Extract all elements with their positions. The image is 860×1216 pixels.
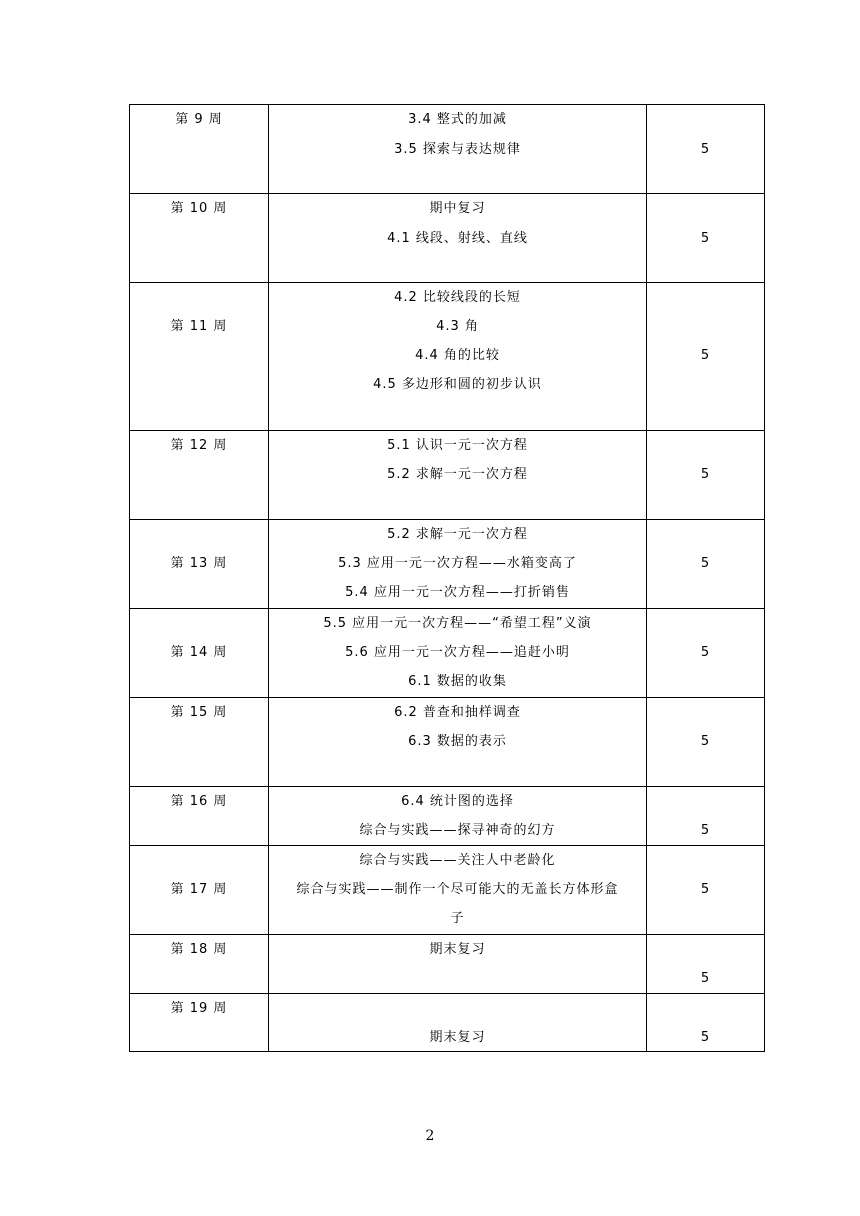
hours-cell — [647, 609, 765, 698]
content-line: 5.1 认识一元一次方程 — [387, 438, 528, 453]
content-line: 5.6 应用一元一次方程——追赶小明 — [345, 645, 570, 660]
week-label: 第 11 周 — [170, 319, 228, 334]
hours-cell — [647, 431, 765, 520]
page-number: 2 — [425, 1128, 435, 1144]
content-cell — [269, 787, 647, 846]
table-row — [130, 431, 765, 520]
content-line: 5.3 应用一元一次方程——水箱变高了 — [338, 556, 577, 571]
content-line: 综合与实践——探寻神奇的幻方 — [359, 823, 556, 838]
table-row — [130, 698, 765, 787]
hours-value: 5 — [700, 231, 711, 246]
hours-cell — [647, 935, 765, 994]
hours-value: 5 — [700, 1030, 711, 1045]
hours-cell — [647, 787, 765, 846]
content-line: 期中复习 — [429, 201, 486, 216]
content-line: 3.5 探索与表达规律 — [394, 142, 521, 157]
content-line: 4.4 角的比较 — [415, 348, 500, 363]
table-row — [130, 935, 765, 994]
content-line: 4.5 多边形和圆的初步认识 — [373, 377, 542, 392]
content-line: 6.1 数据的收集 — [408, 674, 507, 689]
content-line: 4.1 线段、射线、直线 — [387, 231, 528, 246]
week-label: 第 9 周 — [175, 112, 223, 127]
hours-value: 5 — [700, 556, 711, 571]
content-line: 综合与实践——关注人中老龄化 — [359, 853, 556, 868]
hours-cell — [647, 846, 765, 935]
table-row — [130, 787, 765, 846]
content-cell — [269, 283, 647, 431]
content-line: 5.2 求解一元一次方程 — [387, 467, 528, 482]
table-row — [130, 994, 765, 1052]
hours-cell — [647, 698, 765, 787]
content-cell — [269, 698, 647, 787]
content-cell — [269, 935, 647, 994]
content-line: 子 — [450, 911, 465, 926]
hours-value: 5 — [700, 467, 711, 482]
hours-value: 5 — [700, 645, 711, 660]
week-label: 第 10 周 — [170, 201, 228, 216]
week-cell — [130, 609, 269, 698]
table-row — [130, 609, 765, 698]
content-line: 3.4 整式的加减 — [408, 112, 507, 127]
table-row — [130, 283, 765, 431]
week-cell — [130, 935, 269, 994]
content-line: 5.2 求解一元一次方程 — [387, 527, 528, 542]
week-label: 第 19 周 — [170, 1001, 228, 1016]
hours-value: 5 — [700, 971, 711, 986]
content-line: 6.3 数据的表示 — [408, 734, 507, 749]
week-label: 第 16 周 — [170, 794, 228, 809]
week-cell — [130, 994, 269, 1052]
content-cell — [269, 846, 647, 935]
hours-value: 5 — [700, 882, 711, 897]
table-row — [130, 846, 765, 935]
content-cell — [269, 431, 647, 520]
table-row — [130, 105, 765, 194]
hours-cell — [647, 283, 765, 431]
hours-cell — [647, 105, 765, 194]
content-line: 6.2 普查和抽样调查 — [394, 705, 521, 720]
table-row — [130, 520, 765, 609]
content-line: 6.4 统计图的选择 — [401, 794, 514, 809]
hours-cell — [647, 520, 765, 609]
content-cell — [269, 520, 647, 609]
week-label: 第 12 周 — [170, 438, 228, 453]
week-cell — [130, 194, 269, 283]
content-line: 4.3 角 — [436, 319, 479, 334]
week-cell — [130, 846, 269, 935]
content-cell — [269, 994, 647, 1052]
table-row — [130, 194, 765, 283]
content-line: 5.5 应用一元一次方程——“希望工程”义演 — [323, 616, 592, 631]
content-line: 期末复习 — [429, 942, 486, 957]
content-line: 4.2 比较线段的长短 — [394, 290, 521, 305]
week-label: 第 13 周 — [170, 556, 228, 571]
content-cell — [269, 105, 647, 194]
hours-cell — [647, 994, 765, 1052]
content-line: 期末复习 — [429, 1030, 486, 1045]
hours-cell — [647, 194, 765, 283]
content-cell — [269, 194, 647, 283]
week-label: 第 15 周 — [170, 705, 228, 720]
content-line: 5.4 应用一元一次方程——打折销售 — [345, 585, 570, 600]
week-cell — [130, 283, 269, 431]
hours-value: 5 — [700, 734, 711, 749]
hours-value: 5 — [700, 823, 711, 838]
week-cell — [130, 698, 269, 787]
schedule-table — [129, 104, 765, 1052]
week-cell — [130, 787, 269, 846]
week-cell — [130, 520, 269, 609]
week-cell — [130, 105, 269, 194]
week-label: 第 18 周 — [170, 942, 228, 957]
content-line: 综合与实践——制作一个尽可能大的无盖长方体形盒 — [296, 882, 619, 897]
hours-value: 5 — [700, 142, 711, 157]
hours-value: 5 — [700, 348, 711, 363]
content-cell — [269, 609, 647, 698]
week-cell — [130, 431, 269, 520]
week-label: 第 14 周 — [170, 645, 228, 660]
week-label: 第 17 周 — [170, 882, 228, 897]
